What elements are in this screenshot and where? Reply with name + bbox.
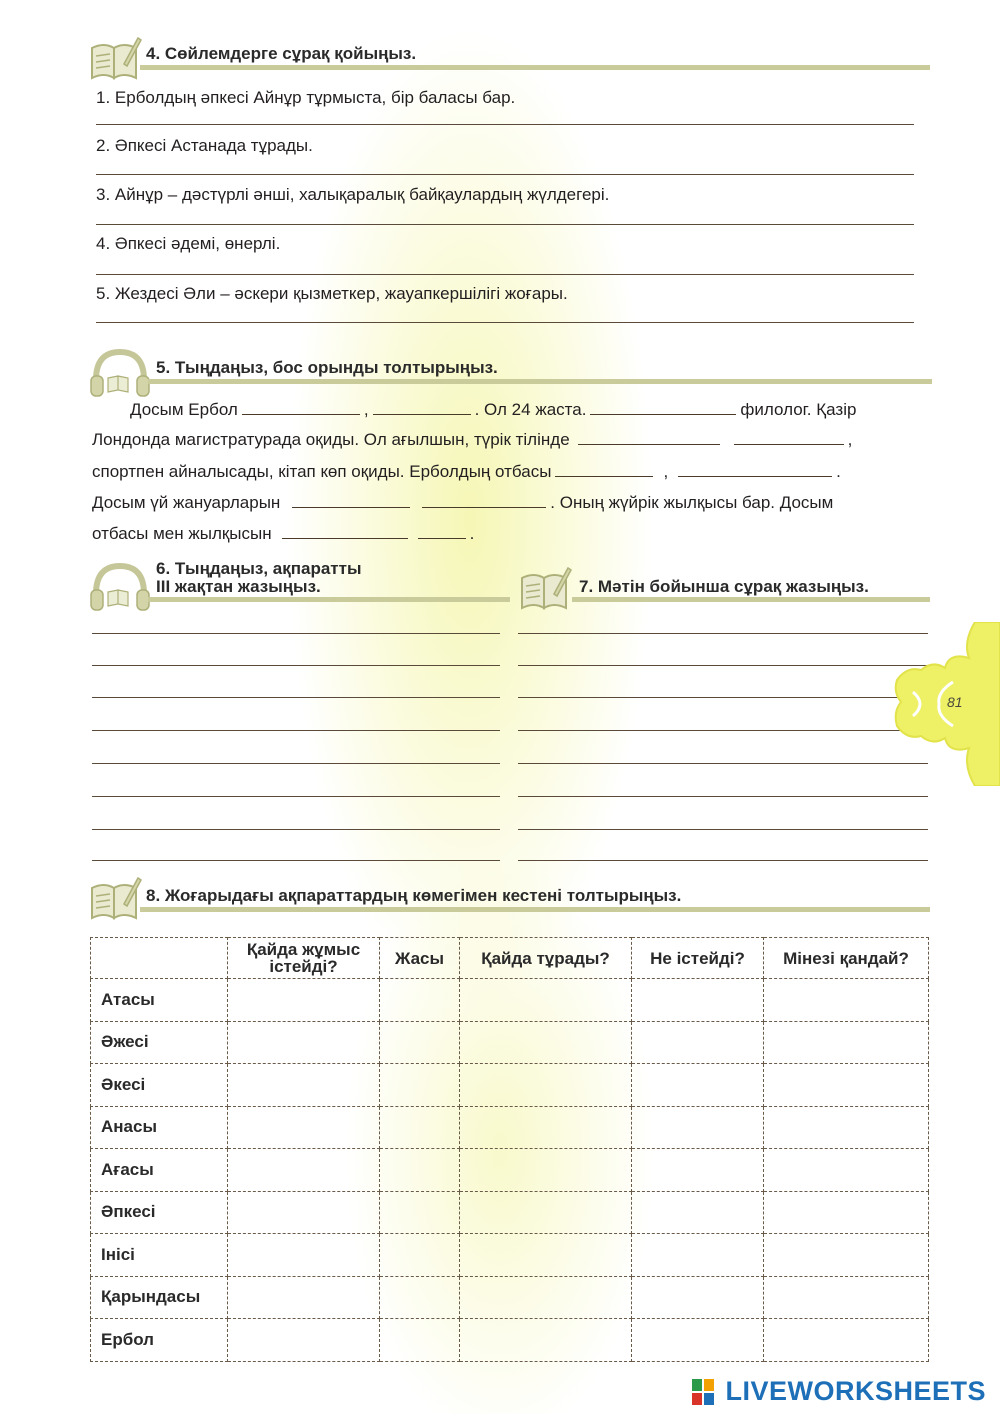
- table-cell[interactable]: [460, 1319, 632, 1362]
- table-cell[interactable]: [764, 1106, 929, 1149]
- answer-line[interactable]: [518, 633, 928, 634]
- text-fragment: ,: [847, 430, 853, 449]
- answer-line[interactable]: [96, 224, 914, 225]
- table-cell[interactable]: [228, 1106, 380, 1149]
- table-cell[interactable]: [460, 1276, 632, 1319]
- answer-line[interactable]: [518, 730, 928, 731]
- table-cell[interactable]: [380, 1106, 460, 1149]
- table-cell[interactable]: [228, 1149, 380, 1192]
- table-row: [91, 1021, 929, 1064]
- answer-line[interactable]: [518, 796, 928, 797]
- row-label: Қарындасы: [91, 1276, 228, 1319]
- table-cell[interactable]: [764, 1234, 929, 1277]
- table-row: [91, 1234, 929, 1277]
- text-fragment: .: [469, 524, 475, 543]
- family-info-table: [90, 937, 929, 1362]
- answer-line[interactable]: [518, 860, 928, 861]
- table-cell[interactable]: [764, 1276, 929, 1319]
- fill-blank[interactable]: [422, 493, 546, 508]
- answer-line[interactable]: [96, 124, 914, 125]
- text-fragment: .: [836, 462, 841, 481]
- answer-line[interactable]: [96, 274, 914, 275]
- table-cell[interactable]: [764, 1319, 929, 1362]
- table-header-cell: Қайда жұмыс істейді?: [228, 938, 380, 979]
- answer-line[interactable]: [518, 665, 928, 666]
- table-cell[interactable]: [228, 1319, 380, 1362]
- exercise-5-line-3: [92, 462, 930, 482]
- table-cell[interactable]: [228, 1021, 380, 1064]
- text-fragment: филолог. Қазір: [740, 400, 857, 419]
- table-cell[interactable]: [632, 1191, 764, 1234]
- table-row: [91, 1106, 929, 1149]
- fill-blank[interactable]: [678, 462, 832, 477]
- exercise-4-item-3: 3. Айнұр – дәстүрлі әнші, халықаралық байқаулардың жүлдегері.: [96, 185, 610, 204]
- table-cell[interactable]: [228, 1234, 380, 1277]
- exercise-8-rule: [140, 907, 930, 912]
- exercise-4-item-4: 4. Әпкесі әдемі, өнерлі.: [96, 234, 281, 253]
- table-row: [91, 1064, 929, 1107]
- answer-line[interactable]: [518, 829, 928, 830]
- row-label: Анасы: [91, 1106, 228, 1149]
- table-cell[interactable]: [380, 1319, 460, 1362]
- table-row: [91, 1319, 929, 1362]
- table-cell[interactable]: [228, 1064, 380, 1107]
- exercise-5-rule: [148, 379, 932, 384]
- book-pencil-icon: [518, 564, 572, 612]
- table-header-row: [91, 938, 929, 979]
- fill-blank[interactable]: [242, 400, 360, 415]
- text-fragment: спортпен айналысады, кітап көп оқиды. Ерболдың отбасы: [92, 462, 552, 481]
- text-fragment: Досым Ербол: [130, 400, 238, 419]
- liveworksheets-brand[interactable]: LIVEWORKSHEETS: [725, 1376, 986, 1406]
- table-cell[interactable]: [460, 1064, 632, 1107]
- book-pencil-icon: [88, 874, 142, 922]
- table-cell[interactable]: [632, 1234, 764, 1277]
- answer-line[interactable]: [518, 697, 928, 698]
- table-cell[interactable]: [460, 1234, 632, 1277]
- table-cell[interactable]: [380, 1021, 460, 1064]
- table-cell[interactable]: [764, 1021, 929, 1064]
- exercise-5-line-4: [92, 493, 930, 513]
- row-label: Ағасы: [91, 1149, 228, 1192]
- row-label: Әжесі: [91, 1021, 228, 1064]
- answer-line[interactable]: [518, 763, 928, 764]
- table-cell[interactable]: [764, 1149, 929, 1192]
- table-cell[interactable]: [632, 1064, 764, 1107]
- exercise-5-line-1: [92, 400, 930, 420]
- exercise-4-rule: [140, 65, 930, 70]
- fill-blank[interactable]: [282, 524, 408, 539]
- fill-blank[interactable]: [590, 400, 736, 415]
- answer-line[interactable]: [96, 322, 914, 323]
- headphones-icon: [88, 344, 152, 400]
- table-cell[interactable]: [632, 979, 764, 1022]
- fill-blank[interactable]: [418, 524, 466, 539]
- exercise-5-title: 5. Тыңдаңыз, бос орынды толтырыңыз.: [156, 358, 498, 377]
- fill-blank[interactable]: [734, 430, 844, 445]
- book-pencil-icon: [88, 34, 142, 82]
- exercise-4-item-1: 1. Ерболдың әпкесі Айнұр тұрмыста, бір баласы бар.: [96, 88, 516, 107]
- answer-line[interactable]: [92, 860, 500, 861]
- row-label: Әпкесі: [91, 1191, 228, 1234]
- table-header-cell: Мінезі қандай?: [764, 938, 929, 979]
- table-row: [91, 1191, 929, 1234]
- text-fragment: Досым үй жануарларын: [92, 493, 281, 512]
- answer-line[interactable]: [92, 633, 500, 634]
- table-cell[interactable]: [380, 1276, 460, 1319]
- exercise-6-title-line-1: 6. Тыңдаңыз, ақпаратты: [156, 559, 362, 578]
- liveworksheets-logo-icon: [692, 1379, 714, 1405]
- text-fragment: . Ол 24 жаста.: [474, 400, 587, 419]
- table-cell[interactable]: [228, 979, 380, 1022]
- exercise-4-item-5: 5. Жездесі Әли – әскери қызметкер, жауапкершілігі жоғары.: [96, 284, 568, 303]
- fill-blank[interactable]: [292, 493, 410, 508]
- row-label: Әкесі: [91, 1064, 228, 1107]
- fill-blank[interactable]: [555, 462, 653, 477]
- table-row: [91, 979, 929, 1022]
- table-cell[interactable]: [380, 1234, 460, 1277]
- table-row: [91, 1276, 929, 1319]
- row-label: Ербол: [91, 1319, 228, 1362]
- table-cell[interactable]: [632, 1106, 764, 1149]
- table-cell[interactable]: [460, 1149, 632, 1192]
- exercise-7-title: 7. Мәтін бойынша сұрақ жазыңыз.: [579, 577, 869, 596]
- table-cell[interactable]: [460, 1191, 632, 1234]
- exercise-7-rule: [572, 597, 930, 602]
- table-cell[interactable]: [764, 1064, 929, 1107]
- text-fragment: . Оның жүйрік жылқысы бар. Досым: [550, 493, 834, 512]
- table-cell[interactable]: [632, 1276, 764, 1319]
- table-cell[interactable]: [228, 1191, 380, 1234]
- table-cell[interactable]: [380, 1191, 460, 1234]
- answer-line[interactable]: [92, 796, 500, 797]
- text-fragment: ,: [663, 462, 669, 481]
- table-header-cell: Не істейді?: [632, 938, 764, 979]
- exercise-5-line-2: [92, 430, 930, 450]
- exercise-4-item-2: 2. Әпкесі Астанада тұрады.: [96, 136, 313, 155]
- exercise-4-title: 4. Сөйлемдерге сұрақ қойыңыз.: [146, 44, 417, 63]
- table-cell[interactable]: [228, 1276, 380, 1319]
- table-cell[interactable]: [460, 979, 632, 1022]
- table-row: [91, 1149, 929, 1192]
- fill-blank[interactable]: [578, 430, 720, 445]
- text-fragment: ,: [363, 400, 369, 419]
- table-cell[interactable]: [380, 979, 460, 1022]
- text-fragment: Лондонда магистратурада оқиды. Ол ағылшын, түрік тілінде: [92, 430, 570, 449]
- table-cell[interactable]: [460, 1106, 632, 1149]
- exercise-6-title-line-2: ІІІ жақтан жазыңыз.: [156, 577, 321, 596]
- table-header-cell: Жасы: [380, 938, 460, 979]
- table-cell[interactable]: [764, 1191, 929, 1234]
- table-cell[interactable]: [380, 1064, 460, 1107]
- answer-line[interactable]: [96, 174, 914, 175]
- row-label: Атасы: [91, 979, 228, 1022]
- table-cell[interactable]: [632, 1149, 764, 1192]
- answer-line[interactable]: [92, 829, 500, 830]
- exercise-8-title: 8. Жоғарыдағы ақпараттардың көмегімен кестені толтырыңыз.: [146, 886, 682, 905]
- exercise-6-rule: [148, 597, 510, 602]
- text-fragment: отбасы мен жылқысын: [92, 524, 272, 543]
- table-header-cell: Қайда тұрады?: [460, 938, 632, 979]
- answer-line[interactable]: [92, 730, 500, 731]
- headphones-icon: [88, 558, 152, 614]
- table-cell[interactable]: [632, 1021, 764, 1064]
- table-cell[interactable]: [764, 979, 929, 1022]
- row-label: Інісі: [91, 1234, 228, 1277]
- answer-line[interactable]: [92, 697, 500, 698]
- table-cell[interactable]: [380, 1149, 460, 1192]
- page-number: 81: [947, 694, 963, 710]
- table-header-cell: [91, 938, 228, 979]
- table-cell[interactable]: [460, 1021, 632, 1064]
- answer-line[interactable]: [92, 665, 500, 666]
- exercise-5-line-5: [92, 524, 930, 544]
- table-cell[interactable]: [632, 1319, 764, 1362]
- answer-line[interactable]: [92, 763, 500, 764]
- fill-blank[interactable]: [373, 400, 471, 415]
